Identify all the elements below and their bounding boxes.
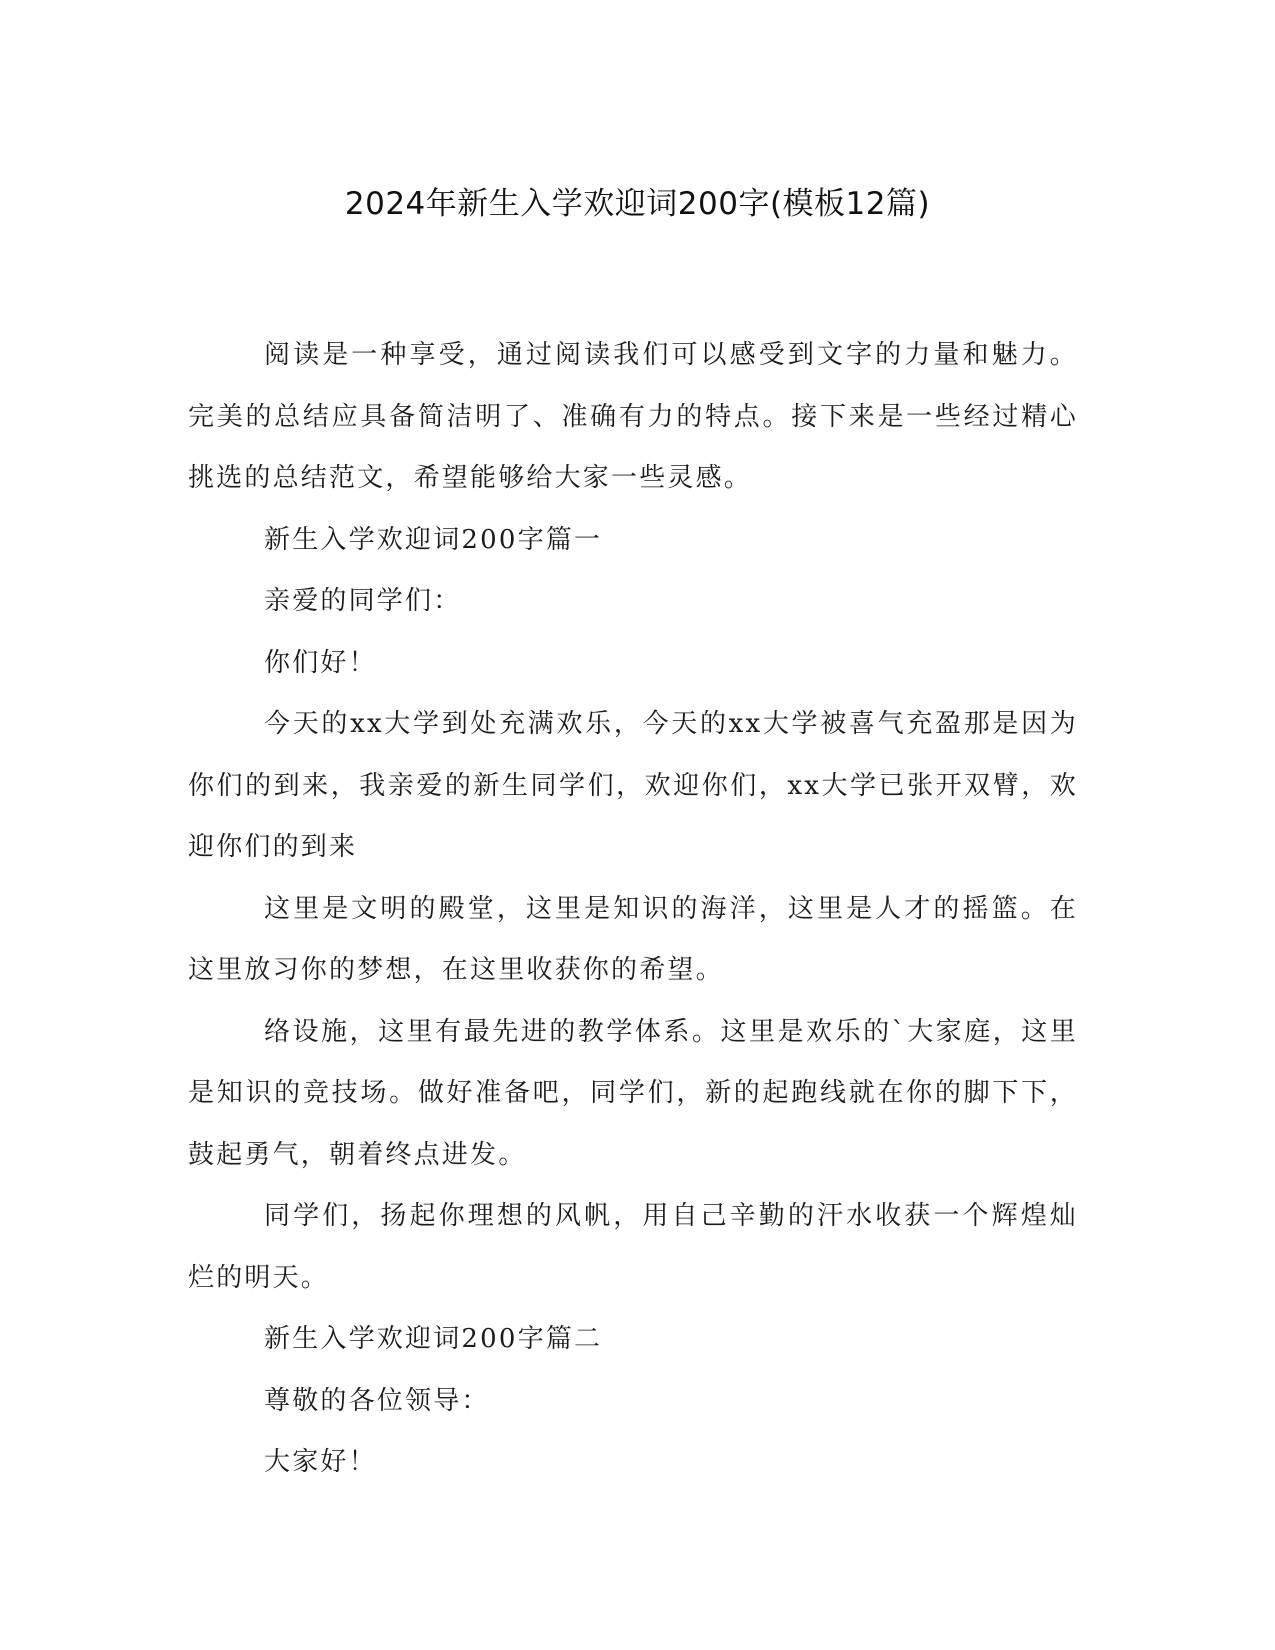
section-heading-2: 新生入学欢迎词200字篇二 <box>264 1324 603 1354</box>
greeting-2: 大家好！ <box>264 1447 377 1477</box>
salutation-1: 亲爱的同学们： <box>264 586 462 616</box>
intro-paragraph: 阅读是一种享受，通过阅读我们可以感受到文字的力量和魅力。完美的总结应具备简洁明了、准确有力的特点。接下来是一些经过精心挑选的总结范文，希望能够给大家一些灵感。 <box>188 340 1078 493</box>
section-heading-1: 新生入学欢迎词200字篇一 <box>264 524 603 555</box>
body-paragraph: 这里是文明的殿堂，这里是知识的海洋，这里是人才的摇篮。在这里放习你的梦想，在这里收获你的希望。 <box>188 893 1078 985</box>
document-title: 2024年新生入学欢迎词200字(模板12篇) <box>344 186 931 222</box>
document-body <box>188 325 1078 1494</box>
body-paragraph: 今天的xx大学到处充满欢乐，今天的xx大学被喜气充盈那是因为你们的到来，我亲爱的新生同学们，欢迎你们，xx大学已张开双臂，欢迎你们的到来 <box>188 709 1078 862</box>
greeting-1: 你们好！ <box>264 647 377 678</box>
body-paragraph: 同学们，扬起你理想的风帆，用自己辛勤的汗水收获一个辉煌灿烂的明天。 <box>188 1201 1078 1293</box>
salutation-2: 尊敬的各位领导： <box>264 1385 490 1416</box>
body-paragraph: 络设施，这里有最先进的教学体系。这里是欢乐的`大家庭，这里是知识的竞技场。做好准备吧，同学们，新的起跑线就在你的脚下下，鼓起勇气，朝着终点进发。 <box>188 1016 1078 1170</box>
